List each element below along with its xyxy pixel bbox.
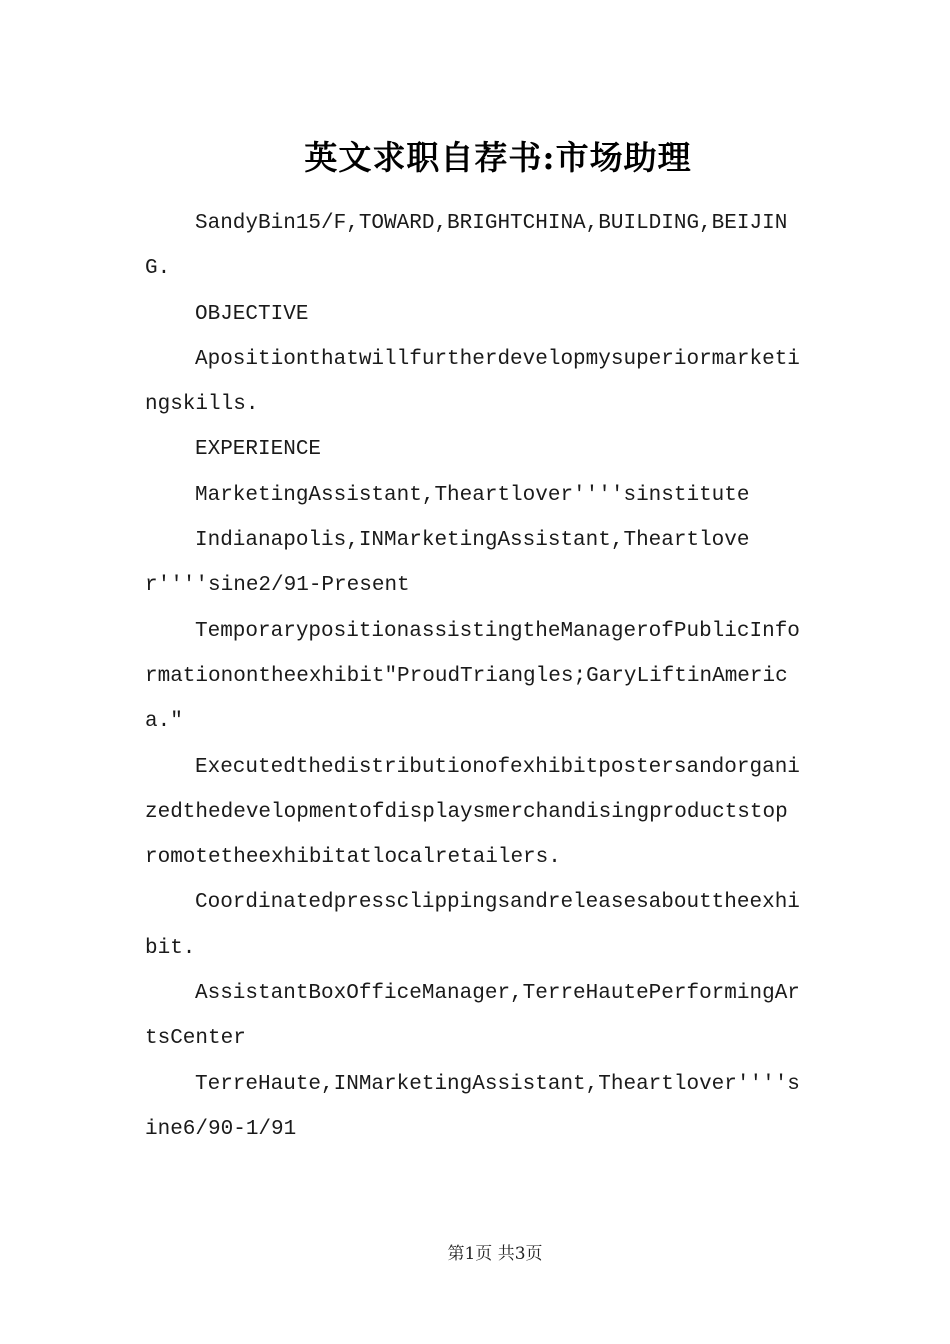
job-description-paragraph: TemporarypositionassistingtheManagerofPublicInformationontheexhibit"ProudTriangles;GaryLiftinAmerica." (145, 619, 800, 734)
press-paragraph: Coordinatedpressclippingsandreleasesabouttheexhibit. (145, 891, 800, 960)
job-duties-paragraph: Executedthedistributionofexhibitpostersandorganizedthedevelopmentofdisplaysmerchandisingproductstopromotetheexhibitatlocalretailers. (145, 755, 800, 870)
job-location-paragraph: Indianapolis,INMarketingAssistant,Theartlover''''sine2/91-Present (145, 529, 750, 598)
objective-heading: OBJECTIVE (195, 302, 309, 326)
objective-paragraph: Apositionthatwillfurtherdevelopmysuperiormarketingskills. (145, 347, 800, 417)
experience-heading: EXPERIENCE (195, 438, 322, 462)
document-body (145, 201, 800, 1152)
address-paragraph: SandyBin15/F,TOWARD,BRIGHTCHINA,BUILDING,BEIJING. (145, 212, 788, 281)
document-title: 英文求职自荐书:市场助理 (304, 138, 692, 177)
job-title-paragraph: MarketingAssistant,Theartlover''''sinstitute (195, 483, 750, 507)
page-number-label: 第1页 共3页 (447, 1244, 543, 1264)
second-job-title-paragraph: AssistantBoxOfficeManager,TerreHautePerformingArtsCenter (145, 982, 800, 1051)
page-footer (0, 1240, 950, 1268)
second-job-location-paragraph: TerreHaute,INMarketingAssistant,Theartlover''''sine6/90-1/91 (145, 1072, 800, 1141)
